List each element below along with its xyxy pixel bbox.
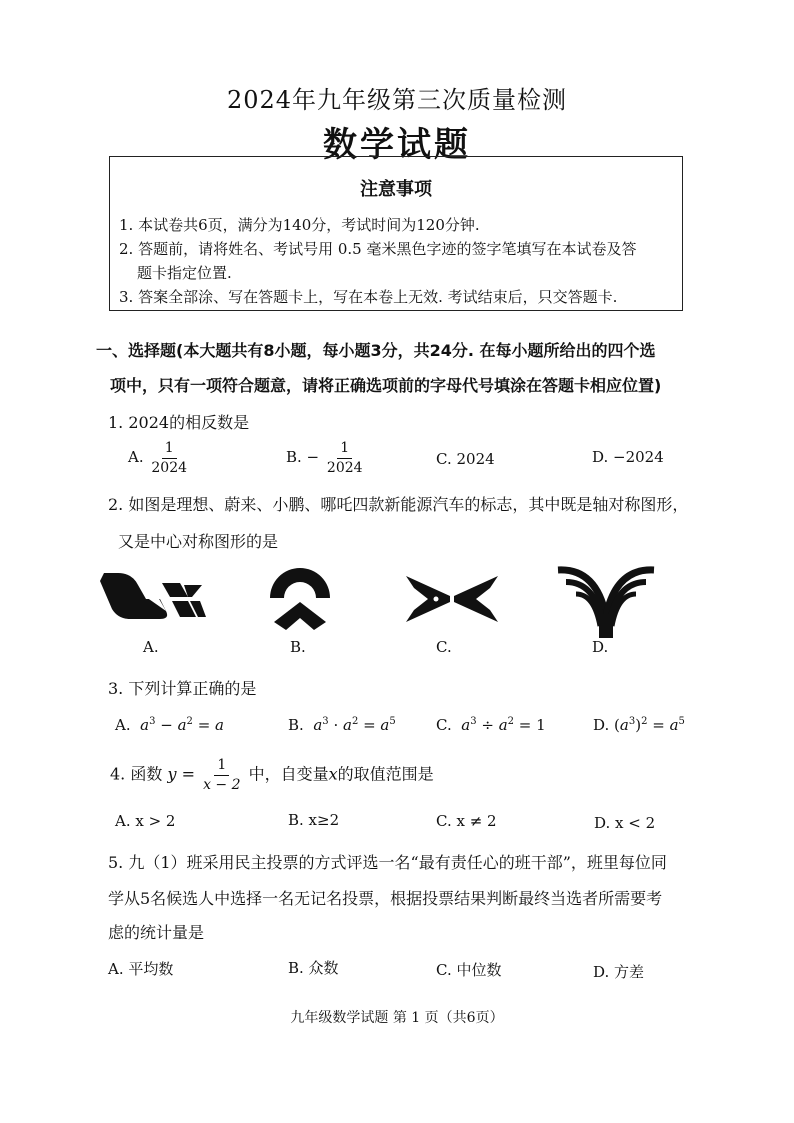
q1-b-label: B. − — [286, 448, 320, 467]
q3-stem: 3. 下列计算正确的是 — [108, 679, 257, 698]
q1-a-label: A. — [128, 448, 144, 467]
q1-b-fraction: $\frac{1}{2024}$ — [326, 440, 363, 476]
q2-label-a: A. — [143, 638, 159, 656]
q4-option-d: D. x < 2 — [594, 814, 656, 832]
q3-option-c: C. $a^3 \div a^2 = 1$ — [436, 716, 546, 734]
q5-option-c: C. 中位数 — [436, 961, 502, 979]
section1-heading-line1: 一、选择题(本大题共有8小题，每小题3分，共24分. 在每小题所给出的四个选 — [96, 341, 656, 360]
q4-option-a: A. x > 2 — [115, 812, 176, 830]
subject-title: 数学试题 — [323, 125, 471, 165]
section1-heading-line2: 项中，只有一项符合题意，请将正确选项前的字母代号填涂在答题卡相应位置) — [110, 376, 662, 395]
q4-stem: 4. 函数 y = $\frac{1}{x - 2}$ 中，自变量x的取值范围是 — [110, 757, 434, 793]
q5-stem-line2: 学从5名候选人中选择一名无记名投票，根据投票结果判断最终当选者所需要考 — [108, 889, 663, 908]
q3-option-a: A. $a^3 - a^2 = a$ — [115, 716, 224, 734]
q2-stem-line1: 2. 如图是理想、蔚来、小鹏、哪吒四款新能源汽车的标志，其中既是轴对称图形， — [108, 495, 689, 514]
q2-label-b: B. — [290, 638, 306, 656]
notice-line-3: 3. 答案全部涂、写在答题卡上，写在本卷上无效. 考试结束后，只交答题卡. — [119, 288, 618, 306]
q1-option-c: C. 2024 — [436, 450, 495, 468]
q3-option-b: B. $a^3 \cdot a^2 = a^5$ — [288, 716, 396, 734]
logo-b-nio-icon — [268, 568, 332, 630]
notice-line-2: 2. 答题前，请将姓名、考试号用 0.5 毫米黑色字迹的签字笔填写在本试卷及答 — [119, 240, 637, 258]
q2-label-d: D. — [592, 638, 609, 656]
q5-stem-line3: 虑的统计量是 — [108, 923, 205, 942]
page-footer: 九年级数学试题 第 1 页（共6页） — [290, 1010, 504, 1026]
q4-y-eq: y = — [167, 764, 195, 784]
notice-title: 注意事项 — [360, 179, 432, 200]
notice-line-2-cont: 题卡指定位置. — [137, 264, 232, 282]
q1-option-d: D. −2024 — [592, 448, 664, 466]
q5-option-a: A. 平均数 — [108, 960, 174, 978]
q4-fraction: $\frac{1}{x - 2}$ — [203, 757, 241, 793]
logo-d-neta-icon — [556, 560, 656, 638]
q1-stem: 1. 2024的相反数是 — [108, 413, 250, 432]
q5-stem-line1: 5. 九（1）班采用民主投票的方式评选一名“最有责任心的班干部”，班里每位同 — [108, 853, 667, 872]
q1-option-b — [286, 441, 366, 475]
q1-option-a — [128, 441, 190, 475]
logo-a-lixiang-icon — [100, 573, 206, 619]
q3-option-d: D. $(a^3)^2 = a^5$ — [593, 716, 685, 734]
q2-stem-line2: 又是中心对称图形的是 — [118, 532, 279, 551]
q1-a-fraction: $\frac{1}{2024}$ — [151, 440, 188, 476]
notice-line-1: 1. 本试卷共6页，满分为140分，考试时间为120分钟. — [119, 216, 480, 234]
q4-option-b: B. x≥2 — [288, 811, 340, 829]
notice-box — [109, 156, 683, 311]
exam-title: 2024年九年级第三次质量检测 — [226, 86, 568, 114]
q4-option-c: C. x ≠ 2 — [436, 812, 497, 830]
q2-label-c: C. — [436, 638, 452, 656]
q5-option-d: D. 方差 — [593, 963, 645, 981]
q5-option-b: B. 众数 — [288, 959, 339, 977]
logo-c-xpeng-icon — [406, 574, 498, 624]
